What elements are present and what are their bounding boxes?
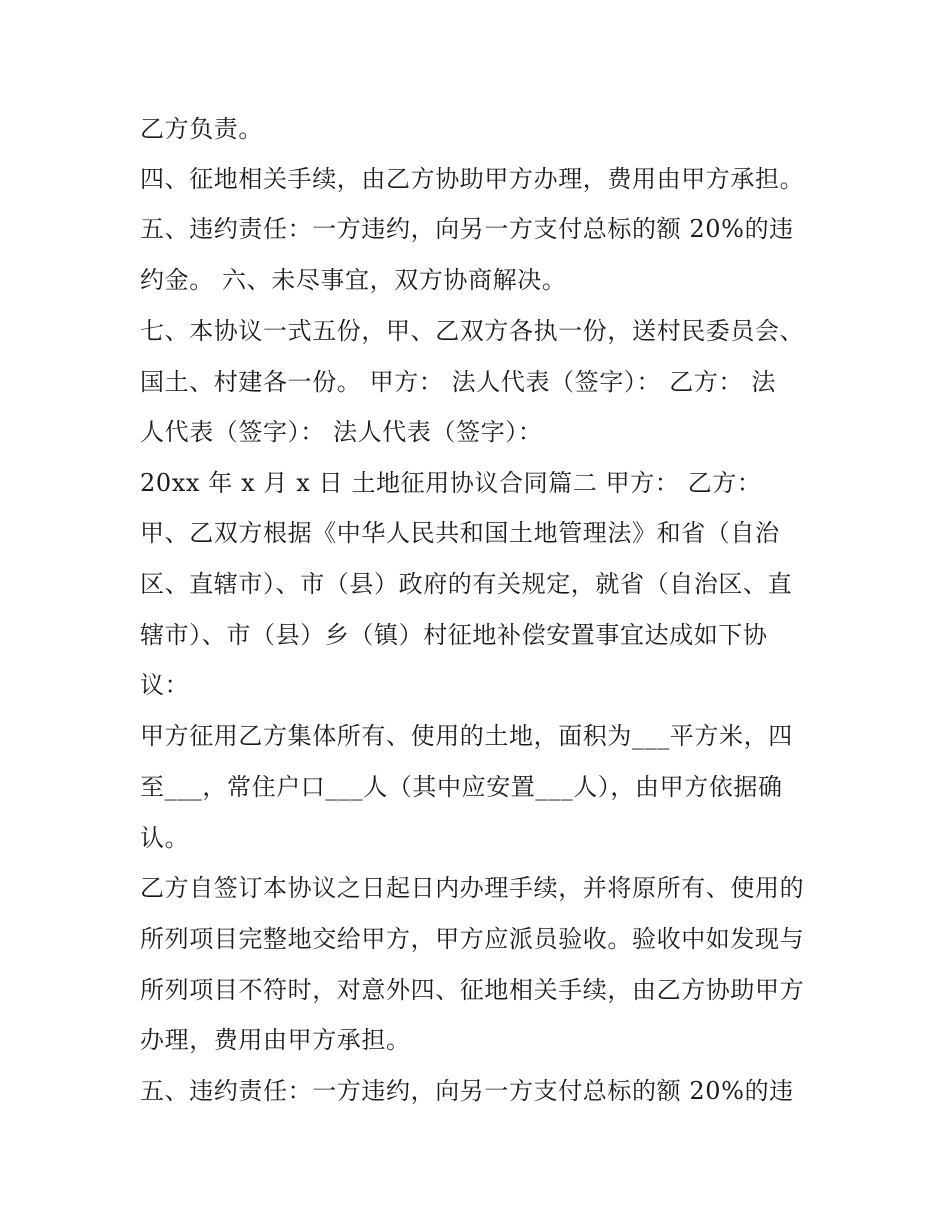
text-line: 办理，费用由甲方承担。 bbox=[140, 1026, 411, 1054]
text-line: 乙方负责。 bbox=[140, 115, 263, 143]
text-line: 甲、乙双方根据《中华人民共和国土地管理法》和省（自治 bbox=[140, 519, 780, 547]
text-line: 约金。 六、未尽事宜，双方协商解决。 bbox=[140, 266, 567, 294]
text-line: 甲方征用乙方集体所有、使用的土地，面积为___平方米，四 bbox=[140, 722, 793, 750]
text-line: 所列项目不符时，对意外四、征地相关手续，由乙方协助甲方 bbox=[140, 976, 805, 1004]
text-line: 议： bbox=[140, 671, 190, 699]
text-line: 国土、村建各一份。 甲方： 法人代表（签字）： 乙方： 法 bbox=[140, 368, 776, 396]
text-line: 20xx 年 x 月 x 日 土地征用协议合同篇二 甲方： 乙方： bbox=[140, 469, 762, 497]
text-line: 所列项目完整地交给甲方，甲方应派员验收。验收中如发现与 bbox=[140, 925, 805, 953]
text-line: 区、直辖市）、市（县）政府的有关规定，就省（自治区、直 bbox=[140, 570, 793, 598]
text-line: 辖市）、市（县）乡（镇）村征地补偿安置事宜达成如下协 bbox=[140, 621, 768, 649]
text-line: 四、征地相关手续，由乙方协助甲方办理，费用由甲方承担。 bbox=[140, 165, 805, 193]
text-line: 至___，常住户口___人（其中应安置___人），由甲方依据确 bbox=[140, 773, 783, 801]
text-line: 五、违约责任：一方违约，向另一方支付总标的额 20%的违 bbox=[140, 215, 794, 243]
text-line: 人代表（签字）： 法人代表（签字）： bbox=[140, 418, 543, 446]
text-line: 五、违约责任：一方违约，向另一方支付总标的额 20%的违 bbox=[140, 1077, 794, 1105]
text-line: 认。 bbox=[140, 824, 190, 852]
text-line: 乙方自签订本协议之日起日内办理手续，并将原所有、使用的 bbox=[140, 874, 805, 902]
text-line: 七、本协议一式五份，甲、乙双方各执一份，送村民委员会、 bbox=[140, 317, 805, 345]
